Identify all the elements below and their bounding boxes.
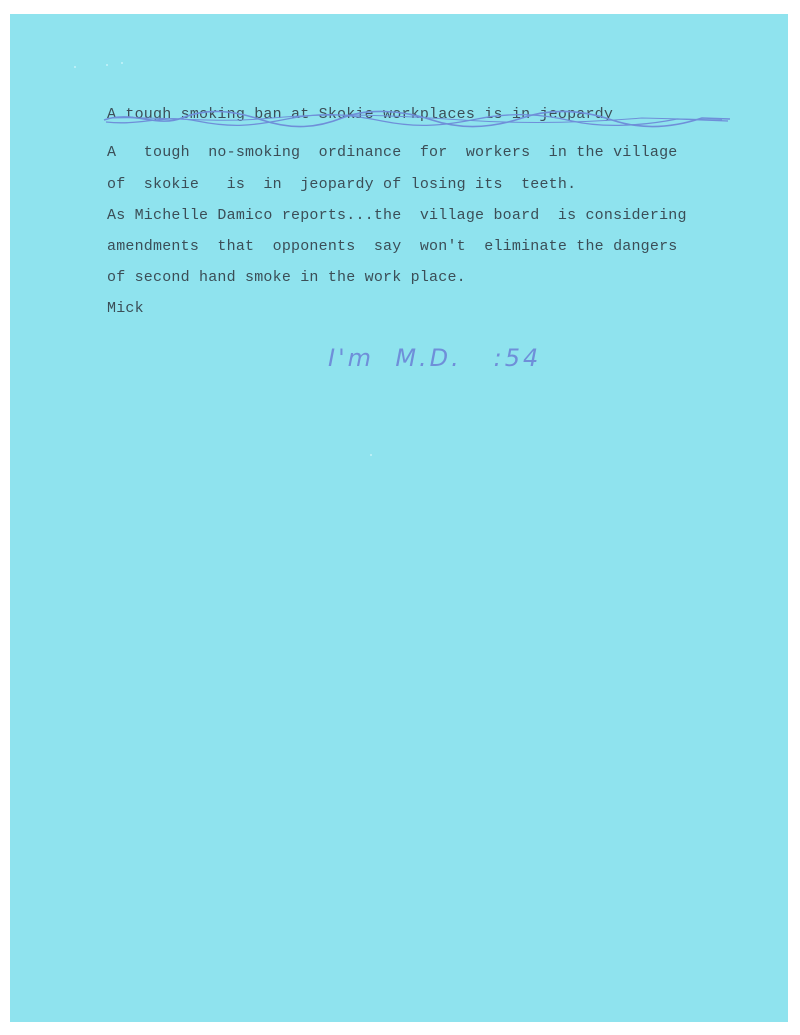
body-line-4: amendments that opponents say won't eliminate the dangers [107,238,678,255]
struck-headline-block [102,106,732,136]
signoff: Mick [107,300,144,317]
paper-speck [370,454,372,456]
paper-speck [121,62,123,64]
body-line-5: of second hand smoke in the work place. [107,269,466,286]
struck-headline: A tough smoking ban at Skokie workplaces is in jeopardy [107,106,614,123]
paper-speck [106,64,108,66]
body-line-2: of skokie is in jeopardy of losing its teeth. [107,176,577,193]
body-line-1: A tough no-smoking ordinance for workers in the village [107,144,678,161]
paper-speck [74,66,76,68]
handwritten-note: I'm M.D. :54 [328,344,542,372]
document-page [10,14,788,1022]
body-line-3: As Michelle Damico reports...the village board is considering [107,207,687,224]
pen-scribble-strike [102,106,732,136]
